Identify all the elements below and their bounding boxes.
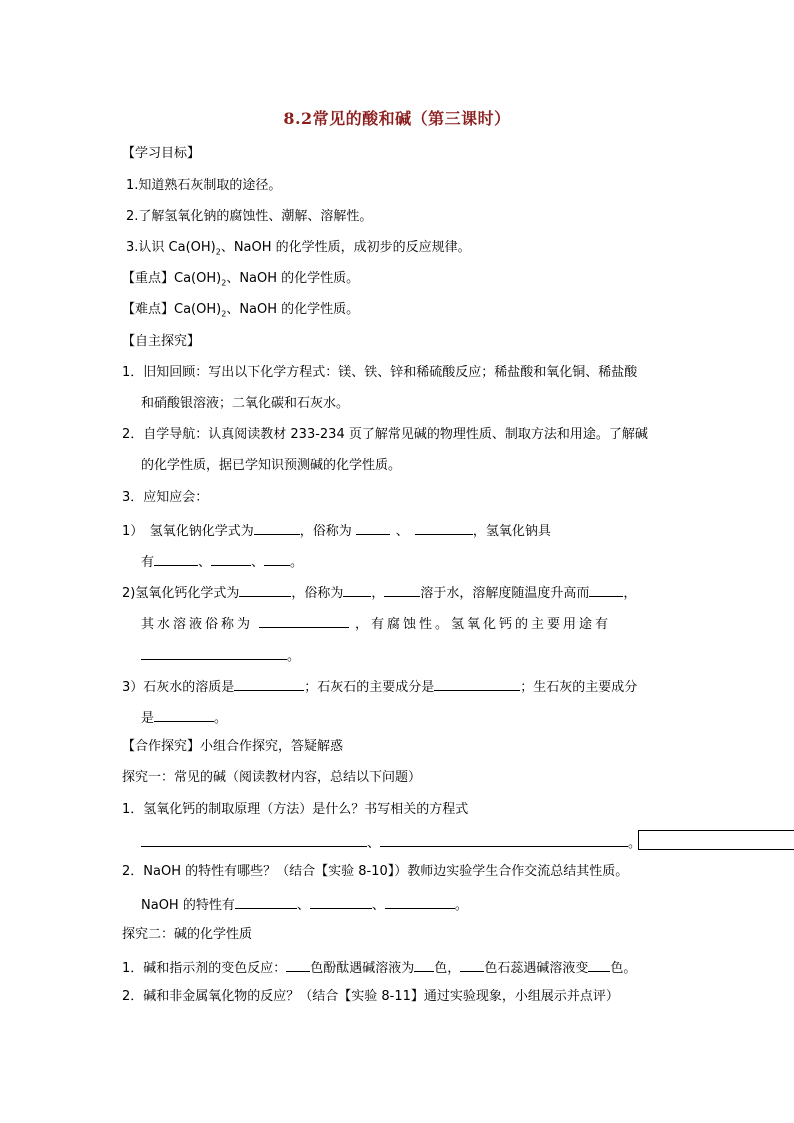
question-text: 1．旧知回顾：写出以下化学方程式：镁、铁、锌和稀硫酸反应；稀盐酸和氧化铜、稀盐酸 bbox=[122, 365, 638, 380]
fill-line: 是 。 bbox=[141, 707, 227, 728]
fill-line: 1） 氢氧化钠化学式为 ，俗称为 、 ，氢氧化钠具 bbox=[122, 520, 551, 541]
fill-line: NaOH 的特性有 、 、 。 bbox=[141, 894, 468, 915]
fill-line: 3）石灰水的溶质是 ；石灰石的主要成分是 ；生石灰的主要成分 bbox=[122, 676, 637, 697]
coop-heading: 【合作探究】小组合作探究，答疑解惑 bbox=[122, 739, 344, 754]
fill-line: 1．碱和指示剂的变色反应： 色酚酞遇碱溶液为 色， 色石蕊遇碱溶液变 色。 bbox=[122, 957, 636, 978]
page-title: 8.2常见的酸和碱（第三课时） bbox=[283, 109, 511, 128]
objective-item: 1.知道熟石灰制取的途径。 bbox=[126, 178, 282, 193]
difficulty-point: 【难点】$Ca(OH)_2$、NaOH 的化学性质。 bbox=[122, 302, 360, 319]
answer-blank[interactable] bbox=[380, 832, 628, 847]
answer-box[interactable] bbox=[638, 830, 794, 850]
answer-blank[interactable] bbox=[234, 676, 304, 691]
answer-blank[interactable] bbox=[154, 551, 198, 566]
question-text: 和硝酸银溶液；二氧化碳和石灰水。 bbox=[141, 396, 350, 411]
fill-line: 。 bbox=[141, 645, 300, 666]
question-text: 2．NaOH 的特性有哪些？（结合【实验 8-10】）教师边实验学生合作交流总结其性质。 bbox=[122, 864, 629, 879]
answer-blank[interactable] bbox=[385, 894, 455, 909]
answer-blank[interactable] bbox=[415, 520, 473, 535]
self-explore-heading: 【自主探究】 bbox=[122, 334, 201, 349]
answer-blank[interactable] bbox=[154, 707, 214, 722]
answer-blank[interactable] bbox=[588, 957, 610, 972]
answer-blank[interactable] bbox=[286, 957, 310, 972]
answer-blank[interactable] bbox=[310, 894, 372, 909]
answer-blank[interactable] bbox=[460, 957, 484, 972]
answer-blank[interactable] bbox=[356, 520, 390, 535]
answer-blank[interactable] bbox=[434, 676, 520, 691]
answer-blank[interactable] bbox=[384, 582, 420, 597]
question-text: 的化学性质，据已学知识预测碱的化学性质。 bbox=[141, 458, 402, 473]
answer-blank[interactable] bbox=[239, 582, 291, 597]
answer-blank[interactable] bbox=[264, 551, 290, 566]
answer-blank[interactable] bbox=[589, 582, 623, 597]
key-point: 【重点】$Ca(OH)_2$、NaOH 的化学性质。 bbox=[122, 271, 360, 288]
answer-blank[interactable] bbox=[235, 894, 297, 909]
question-text: 2．自学导航：认真阅读教材 233-234 页了解常见碱的物理性质、制取方法和用途。了解碱 bbox=[122, 427, 648, 442]
answer-blank[interactable] bbox=[211, 551, 251, 566]
answer-blank[interactable] bbox=[259, 613, 349, 628]
objectives-heading: 【学习目标】 bbox=[122, 146, 201, 161]
answer-blank[interactable] bbox=[343, 582, 371, 597]
answer-blank[interactable] bbox=[254, 520, 300, 535]
fill-line: 其水溶液俗称为 ，有腐蚀性。氢氧化钙的主要用途有 bbox=[141, 613, 611, 634]
answer-blank[interactable] bbox=[414, 957, 434, 972]
fill-line: 、 。 bbox=[141, 832, 641, 853]
answer-blank[interactable] bbox=[141, 645, 287, 660]
answer-blank[interactable] bbox=[141, 832, 367, 847]
question-text: 2．碱和非金属氧化物的反应？（结合【实验 8-11】通过实验现象，小组展示并点评） bbox=[122, 989, 619, 1004]
fill-line: 有 、 、 。 bbox=[141, 551, 303, 572]
question-text: 1．氢氧化钙的制取原理（方法）是什么？书写相关的方程式 bbox=[122, 802, 469, 817]
explore-heading: 探究二：碱的化学性质 bbox=[122, 927, 253, 942]
explore-heading: 探究一：常见的碱（阅读教材内容，总结以下问题） bbox=[122, 770, 422, 785]
question-text: 3．应知应会： bbox=[122, 490, 209, 505]
fill-line: 2)氢氧化钙化学式为 ，俗称为 ， 溶于水，溶解度随温度升高而 ， bbox=[122, 582, 636, 603]
objective-item: 2.了解氢氧化钠的腐蚀性、潮解、溶解性。 bbox=[126, 209, 373, 224]
objective-item: 3.认识 $Ca(OH)_2$、NaOH 的化学性质，成初步的反应规律。 bbox=[126, 240, 471, 257]
